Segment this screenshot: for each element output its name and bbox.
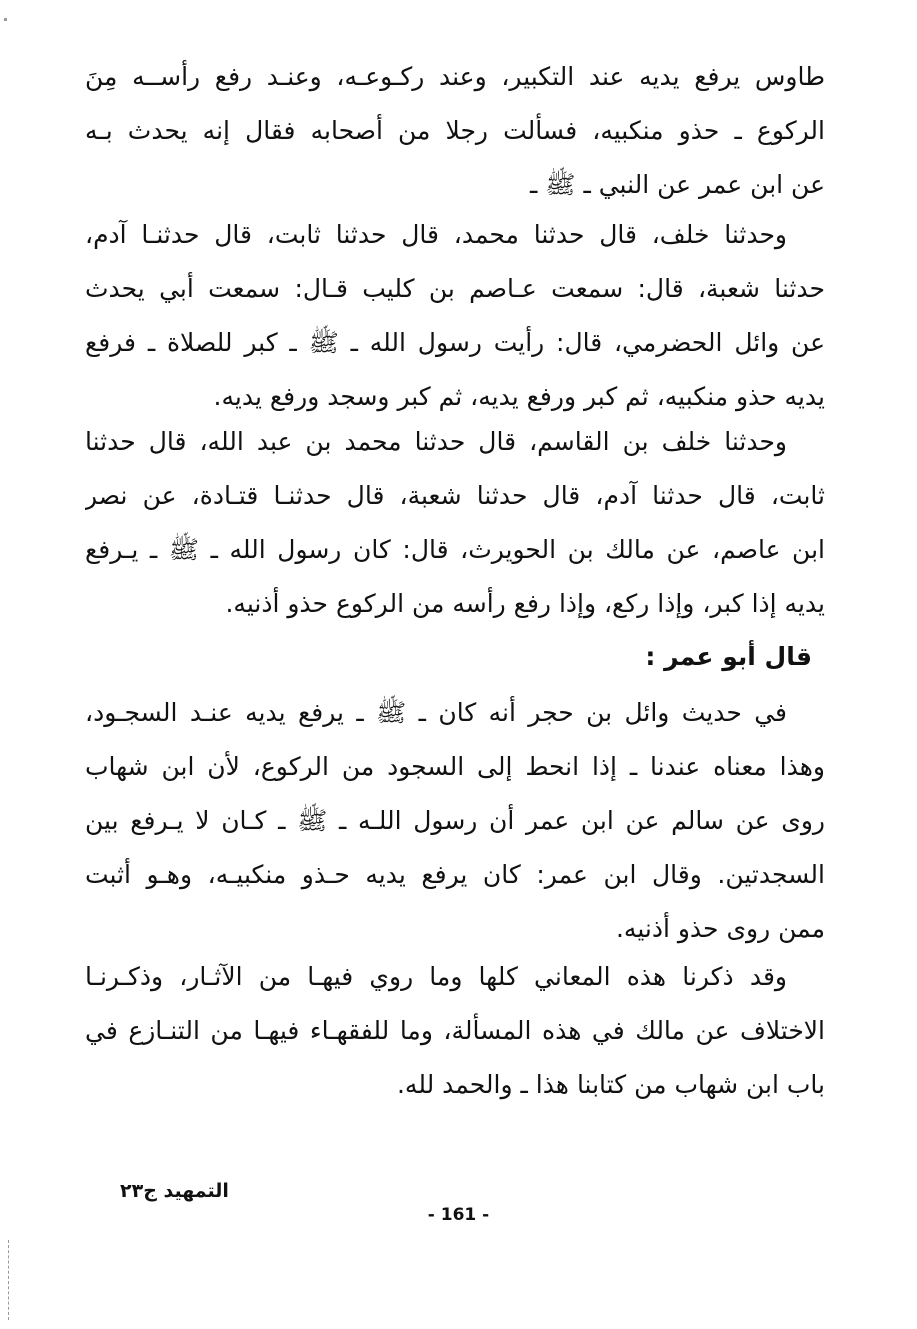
text-line: ابن عاصم، عن مالك بن الحويرث، قال: كان رسول الله ـ ﷺ ـ يـرفع bbox=[85, 535, 825, 564]
text-line: يديه حذو منكبيه، ثم كبر ورفع يديه، ثم كبر وسجد ورفع يديه. bbox=[213, 382, 825, 411]
text-line: وحدثنا خلف، قال حدثنا محمد، قال حدثنا ثابت، قال حدثنـا آدم، bbox=[85, 220, 787, 249]
text-line: الاختلاف عن مالك في هذه المسألة، وما للفقهـاء فيهـا من التنـازع في bbox=[85, 1016, 825, 1045]
text-line: حدثنا شعبة، قال: سمعت عـاصم بن كليب قـال: سمعت أبي يحدث bbox=[85, 274, 825, 303]
paragraph-5 bbox=[85, 950, 825, 1112]
text-line: باب ابن شهاب من كتابنا هذا ـ والحمد لله. bbox=[396, 1070, 825, 1099]
text-line: وهذا معناه عندنا ـ إذا انحط إلى السجود من الركوع، لأن ابن شهاب bbox=[85, 752, 825, 781]
paragraph-2 bbox=[85, 208, 825, 424]
text-line: في حديث وائل بن حجر أنه كان ـ ﷺ ـ يرفع يديه عنـد السجـود، bbox=[85, 698, 787, 727]
text-line: طاوس يرفع يديه عند التكبير، وعند ركـوعـه، وعنـد رفع رأســه مِنَ bbox=[85, 62, 825, 91]
scan-mark bbox=[4, 18, 7, 21]
section-heading: قال أبو عمر : bbox=[645, 642, 812, 671]
text-line: وحدثنا خلف بن القاسم، قال حدثنا محمد بن عبد الله، قال حدثنا bbox=[85, 427, 787, 456]
paragraph-1 bbox=[85, 50, 825, 212]
text-line: عن ابن عمر عن النبي ـ ﷺ ـ bbox=[530, 170, 825, 199]
page-number: - 161 - bbox=[427, 1205, 490, 1225]
text-line: وقد ذكرنا هذه المعاني كلها وما روي فيهـا من الآثـار، وذكـرنـا bbox=[85, 962, 787, 991]
text-line: الركوع ـ حذو منكبيه، فسألت رجلا من أصحابه فقال إنه يحدث بـه bbox=[85, 116, 825, 145]
text-line: روى عن سالم عن ابن عمر أن رسول اللـه ـ ﷺ ـ كـان لا يـرفع بين bbox=[85, 806, 825, 835]
paragraph-4 bbox=[85, 686, 825, 956]
paragraph-3 bbox=[85, 415, 825, 631]
book-volume-label: التمهيد ج٢٣ bbox=[120, 1180, 229, 1202]
scan-edge bbox=[8, 1240, 11, 1320]
text-line: السجدتين. وقال ابن عمر: كان يرفع يديه حـذو منكبيـه، وهـو أثبت bbox=[85, 860, 825, 889]
text-line: ممن روى حذو أذنيه. bbox=[615, 914, 825, 943]
text-line: عن وائل الحضرمي، قال: رأيت رسول الله ـ ﷺ ـ كبر للصلاة ـ فرفع bbox=[85, 328, 825, 357]
text-line: يديه إذا كبر، وإذا ركع، وإذا رفع رأسه من الركوع حذو أذنيه. bbox=[225, 589, 825, 618]
text-line: ثابت، قال حدثنا آدم، قال حدثنا شعبة، قال حدثنـا قتـادة، عن نصر bbox=[85, 481, 825, 510]
